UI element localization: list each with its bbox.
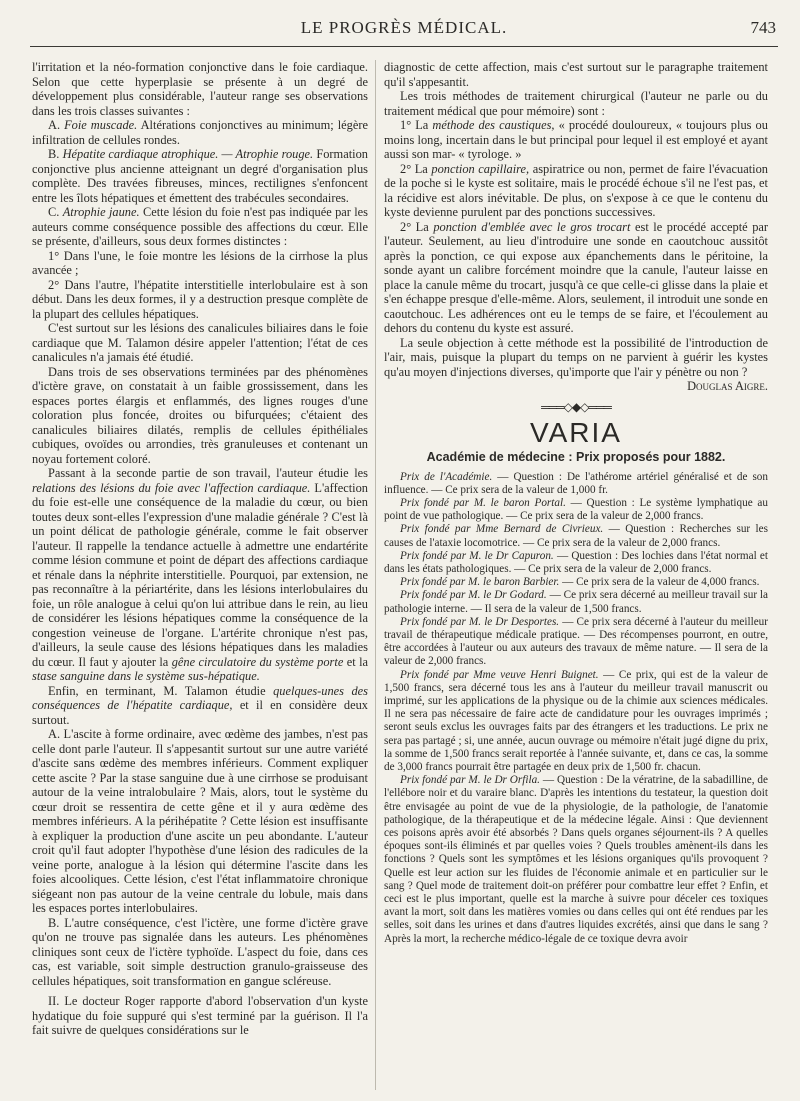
prize-name: Prix fondé par M. le Dr Capuron. xyxy=(400,549,554,562)
prize-item xyxy=(384,589,768,615)
prize-item xyxy=(384,523,768,549)
classification-c: C. Atrophie jaune. Cette lésion du foie n'est pas indiquée par les auteurs comme conséquence possible des affections du cœur. Elle se présente, d'ailleurs, sous deux formes distinctes : xyxy=(32,205,368,248)
prize-name: Prix fondé par M. le Dr Godard. xyxy=(400,589,547,602)
paragraph: C'est surtout sur les lésions des canalicules biliaires dans le foie cardiaque que M. Talamon désire appeler l'attention; l'état de ces canalicules n'a jamais été étudié. xyxy=(32,321,368,364)
paragraph-consequences: Enfin, en terminant, M. Talamon étudie quelques-unes des conséquences de l'hépatite cardiaque, et il en considère deux surtout. xyxy=(32,683,368,727)
left-column xyxy=(32,60,368,1038)
form-two: 2° Dans l'autre, l'hépatite interstitielle interlobulaire est à son début. Dans les deux formes, il y a destruction presque complète de la plupart des cellules hépatiques. xyxy=(32,277,368,321)
prize-name: Prix fondé par M. le Dr Orfila. xyxy=(400,774,540,787)
prize-name: Prix fondé par M. le baron Portal. xyxy=(400,496,566,509)
prize-text: — Question : Le système lymphatique au point de vue pathologique. — Ce prix sera de la valeur de 2,000 francs. xyxy=(384,496,768,523)
prize-item xyxy=(384,774,768,946)
section-title: VARIA xyxy=(530,417,622,448)
paragraph: diagnostic de cette affection, mais c'est surtout sur le paragraphe traitement qu'il s'appesantit. xyxy=(384,60,768,89)
prize-item xyxy=(384,576,768,589)
prize-text: — Question : De la vératrine, de la sabadilline, de l'ellébore noir et du varaire blanc. D'après les intentions du testateur, la question doit être envisagée au point de vue de la physiologie, de la pathologie, de l'anatomie pathologique, de la thérapeutique et de la médecine légale. Ainsi : Que deviennent ces poisons après avoir été absorbés ? Dans quels organes séjournent-ils ? A quelles époques sont-ils éliminés et par quelles voies ? Quels troubles amènent-ils dans les fonctions ? Quels sont les symptômes et les lésions organiques qu'ils provoquent ? Quelle est leur action sur les fluides de l'économie animale et en particulier sur le sang ? Quel mode de traitement doit-on préférer pour combattre leur effet ? Enfin, et ceci est le plus important, quelle est la marche à suivre pour déceler ces toxiques avant la mort, soit dans les matières vomies ou dans celles qui ont été rendues par les selles, soit dans les urines et dans d'autres liquides excrétés, ainsi que dans le sang ? Après la mort, la recherche médico-légale de ce toxique devra avoir xyxy=(384,774,768,945)
page-number: 743 xyxy=(750,18,776,37)
paragraph: La seule objection à cette méthode est la possibilité de l'introduction de l'air, mais, puisque la plupart du temps on ne parvient à guérir les kystes qu'au moyen d'injections diverses, qu'importe que l'air y pénètre ou non ? xyxy=(384,335,768,379)
paragraph-ascite: A. L'ascite à forme ordinaire, avec œdème des jambes, n'est pas celle dont parle l'auteur. Il s'appesantit surtout sur une autre variété d'ascite sans œdème des membres inférieurs. Comment expliquer cette ascite ? Par la stase sanguine due à une cirrhose se produisant autour de la veine intralobulaire ? Mais, alors, tout le système du cœur droit se ressentira de cette gêne et il y aura œdème des membres inférieurs. A la périhépatite ? Cette lésion est insuffisante à expliquer la production d'une ascite un peu abondante. L'auteur croit qu'il faut adopter l'hypothèse d'une lésion des radicules de la veine porte, analogue à la lésion qui détermine l'ascite dans les foies alcooliques. Cette lésion, c'est l'état inflammatoire chronique siégeant non pas autour de la veine centrale du lobule, mais dans les espaces portes interlobulaires. xyxy=(32,727,368,915)
prize-name: Prix fondé par Mme Bernard de Civrieux. xyxy=(400,523,604,536)
column-divider xyxy=(375,60,376,1090)
classification-a: A. Foie muscade. Altérations conjonctives au minimum; légère infiltration de cellules rondes. xyxy=(32,118,368,147)
paragraph-relations: Passant à la seconde partie de son travail, l'auteur étudie les relations des lésions du foie avec l'affection cardiaque. L'affection du foie est-elle une conséquence de la maladie du cœur, ou bien toutes deux sont-elles l'expression d'une maladie générale ? C'est là un point délicat de pathologie générale, comme le fait observer l'auteur. Il rappelle la tendance actuelle à admettre une endartérite comme lésion commune et point de départ des affections cardiaque et rénale dans la néphrite interstitielle. Pourquoi, par extension, ne pas reconnaître à la périartérite, dans les lésions interlobulaires du foie, un rôle analogue à celui qu'on lui attribue dans le rein, au lieu de considérer les lésions hépatiques comme la conséquence de la congestion veineuse de l'organe. L'artérite chronique n'est pas, d'ailleurs, la seule cause des lésions hépatiques dans les maladies du cœur. Il faut y ajouter la gêne circulatoire du système porte et la stase sanguine dans le système sus-hépatique. xyxy=(32,466,369,683)
author-signature: Douglas Aigre. xyxy=(687,379,768,393)
paragraph-ictere: B. L'autre conséquence, c'est l'ictère, une forme d'ictère grave qu'on ne trouve pas signalée dans les auteurs. Les phénomènes cliniques sont ceux de l'ictère typhoïde. L'aspect du foie, dans ces cas, est variable, soit simple destruction granulo-graisseuse des cellules hépatiques, soit transformation en gangue scléreuse. xyxy=(32,915,368,988)
prize-name: Prix fondé par M. le Dr Desportes. xyxy=(400,615,560,628)
prize-list xyxy=(384,471,768,946)
right-column xyxy=(384,60,768,946)
prize-item xyxy=(384,669,768,775)
journal-title: LE PROGRÈS MÉDICAL. xyxy=(300,18,508,37)
prize-text: — Question : De l'athérome artériel généralisé et de son influence. — Ce prix sera de la valeur de 1,000 fr. xyxy=(384,470,768,496)
paragraph: Dans trois de ses observations terminées par des phénomènes d'ictère grave, on constatait à un faible grossissement, dans les espaces portes élargis et enflammés, des lignes rouges d'une coloration plus foncée, droites ou bifurquées; c'étaient des canalicules biliaires dilatés, remplis de cellules épithéliales cubiques, ovoïdes ou arrondies, très granuleuses et contenant un noyau fortement coloré. xyxy=(32,364,368,466)
prize-item xyxy=(384,616,768,669)
prize-item xyxy=(384,471,768,497)
prize-name: Prix fondé par Mme veuve Henri Buignet. xyxy=(400,668,599,681)
ornament-separator: ═══◇◆◇═══ xyxy=(541,399,611,414)
prize-name: Prix de l'Académie. xyxy=(400,470,493,483)
paragraph: l'irritation et la néo-formation conjonctive dans le foie cardiaque. Selon que cette hyperplasie se présente à un degré de développement plus considérable, l'auteur range ses observations dans les trois classes suivantes : xyxy=(32,60,368,118)
prize-item xyxy=(384,497,768,523)
prize-name: Prix fondé par M. le baron Barbier. xyxy=(400,576,560,589)
prize-text: — Ce prix sera décerné à l'auteur du meilleur travail de thérapeutique médicale pratique. — Des récompenses pourront, en outre, être accordées à l'auteur ou aux auteurs des travaux de même nature. — Il sera de la valeur de 2,000 francs. xyxy=(384,615,768,668)
classification-b: B. Hépatite cardiaque atrophique. — Atrophie rouge. Formation conjonctive plus ancienne atteignant un degré d'organisation plus complète. Des travées fibreuses, minces, rectilignes s'enfoncent entre les îlots hépatiques et émettent des trabécules secondaires. xyxy=(32,147,368,205)
method-trocart: 2° La ponction d'emblée avec le gros trocart est le procédé accepté par l'auteur. Seulement, au lieu d'introduire une sonde en caoutchouc aussitôt après la ponction, ce qui expose aux épanchements dans le péritoine, la sonde ayant un calibre forcément moindre que la canule, l'auteur laisse en place la canule même du trocart, jusqu'à ce que celle-ci glisse dans la plaie et s'en échappe presque d'elle-même. Alors, seulement, il introduit une sonde en caoutchouc. Les adhérences ont eu le temps de se faire, et l'écoulement au dehors du contenu du kyste est assuré. xyxy=(384,219,769,335)
prize-text: — Ce prix sera de la valeur de 4,000 francs. xyxy=(559,576,760,589)
prize-text: — Question : Recherches sur les causes de l'ataxie locomotrice. — Ce prix sera de la valeur de 2,000 francs. xyxy=(384,523,768,549)
prize-item xyxy=(384,550,768,576)
method-caustics: 1° La méthode des caustiques, « procédé douloureux, « toujours plus ou moins long, incertain dans le but principal pour lequel il est employé et ayant aussi son mar- « tyrologe. » xyxy=(384,118,768,161)
method-capillary: 2° La ponction capillaire, aspiratrice ou non, permet de faire l'évacuation de la poche si le kyste est solitaire, mais le procédé échoue s'il ne l'est pas, et la récidive est alors inévitable. De plus, on s'expose à ce que le contenu du kyste devienne purulent par des ponctions successives. xyxy=(384,161,768,219)
paragraph-roger: II. Le docteur Roger rapporte d'abord l'observation d'un kyste hydatique du foie suppuré qui s'est terminé par la guérison. Il l'a fait suivre de quelques considérations sur le xyxy=(32,994,368,1037)
prize-text: — Ce prix sera décerné au meilleur travail sur la pathologie interne. — Il sera de la valeur de 1,500 francs. xyxy=(384,589,768,615)
page-header xyxy=(30,16,778,47)
paragraph: Les trois méthodes de traitement chirurgical (l'auteur ne parle ou du traitement médical que pour mémoire) sont : xyxy=(384,89,768,118)
section-subhead: Académie de médecine : Prix proposés pour 1882. xyxy=(426,450,726,464)
prize-text: — Ce prix, qui est de la valeur de 1,500 francs, sera décerné tous les ans à l'auteur du meilleur travail manuscrit ou imprimé, sur les applications de la physique ou de la chimie aux sciences médicales. Il ne sera pas nécessaire de faire acte de candidature pour les ouvrages imprimés ; seront seuls exclus les ouvrages faits par des étrangers et les traductions. Le prix ne sera pas partagé ; si, une année, aucun ouvrage ou mémoire n'était jugé digne du prix, la somme de 1,500 francs serait reportée à l'année suivante, et, dans ce cas, la somme de 3,000 francs pourrait être partagée en deux prix de 1,500 fr. chacun. xyxy=(384,668,768,773)
form-one: 1° Dans l'une, le foie montre les lésions de la cirrhose la plus avancée ; xyxy=(32,248,368,277)
prize-text: — Question : Des lochies dans l'état normal et dans les états pathologiques. — Ce prix sera de la valeur de 2,000 francs. xyxy=(384,549,768,575)
